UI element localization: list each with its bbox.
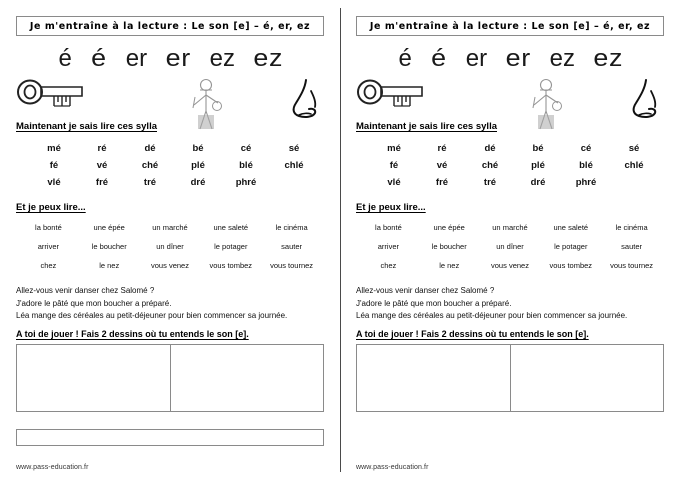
word-cell: vous tombez xyxy=(549,261,593,270)
sentences-block xyxy=(12,285,328,323)
syllable-cell: blé xyxy=(579,160,593,171)
word-cell: le cinéma xyxy=(275,223,308,232)
sound-letter: é xyxy=(58,45,72,72)
drawing-box[interactable] xyxy=(170,345,324,411)
sentence-line: Allez-vous venir danser chez Salomé ? xyxy=(356,286,495,295)
syllable-cell: dré xyxy=(190,177,206,188)
syllable-row xyxy=(370,157,658,174)
word-cell: vous venez xyxy=(491,261,529,270)
syllable-cell: tré xyxy=(143,177,157,188)
syllables-grid xyxy=(352,140,668,191)
syllable-cell: fré xyxy=(95,177,109,188)
syllable-cell: phré xyxy=(235,177,257,188)
word-cell: le cinéma xyxy=(615,223,648,232)
syllable-row xyxy=(30,140,318,157)
drawing-boxes xyxy=(16,344,324,412)
syllable-cell: blé xyxy=(239,160,253,171)
sound-letter: é xyxy=(90,45,107,72)
sentence-line: Allez-vous venir danser chez Salomé ? xyxy=(16,286,155,295)
syllable-row xyxy=(30,157,318,174)
title-banner xyxy=(16,16,324,36)
word-cell: vous tournez xyxy=(610,261,654,270)
syllable-cell: fré xyxy=(435,177,449,188)
footer-url: www.pass-education.fr xyxy=(356,464,429,471)
drawing-box[interactable] xyxy=(510,345,664,411)
word-cell: le boucher xyxy=(431,242,467,251)
drawing-box[interactable] xyxy=(17,345,170,411)
word-cell: le potager xyxy=(214,242,248,251)
word-cell: sauter xyxy=(281,242,303,251)
drawing-box[interactable] xyxy=(357,345,510,411)
word-cell: un dîner xyxy=(156,242,184,251)
sound-letters-row xyxy=(12,45,328,75)
word-row xyxy=(358,237,662,256)
word-cell: la bonté xyxy=(375,223,402,232)
sound-letter: er xyxy=(505,45,531,72)
worksheet-panel-right xyxy=(340,0,680,480)
sound-letter: ez xyxy=(253,45,284,72)
word-cell: la bonté xyxy=(35,223,62,232)
syllable-cell: bé xyxy=(192,143,204,154)
sound-letter: er xyxy=(125,45,148,72)
syllable-row xyxy=(30,174,318,191)
sound-letter: ez xyxy=(549,45,575,72)
syllable-cell: fé xyxy=(49,160,59,171)
sound-letter: é xyxy=(398,45,412,72)
syllable-cell: ché xyxy=(141,160,159,171)
syllable-cell: vé xyxy=(436,160,448,171)
word-row xyxy=(358,218,662,237)
word-cell: le nez xyxy=(99,261,120,270)
word-cell: vous tournez xyxy=(270,261,314,270)
task-heading: A toi de jouer ! Fais 2 dessins où tu entends le son [e]. xyxy=(16,328,249,339)
syllable-cell: fé xyxy=(389,160,399,171)
syllable-cell: ché xyxy=(481,160,499,171)
syllables-heading: Maintenant je sais lire ces sylla xyxy=(356,121,497,132)
syllable-cell: sé xyxy=(628,143,640,154)
sound-letter: ez xyxy=(593,45,624,72)
words-grid xyxy=(352,218,668,275)
sound-letters-row xyxy=(352,45,668,75)
word-cell: un dîner xyxy=(496,242,524,251)
task-heading: A toi de jouer ! Fais 2 dessins où tu entends le son [e]. xyxy=(356,328,589,339)
title-banner xyxy=(356,16,664,36)
key-icon xyxy=(356,79,430,118)
syllable-cell: vé xyxy=(96,160,108,171)
sound-letter: er xyxy=(465,45,488,72)
word-cell: sauter xyxy=(621,242,643,251)
word-cell: le nez xyxy=(439,261,460,270)
words-heading: Et je peux lire... xyxy=(16,202,86,213)
word-cell: une saleté xyxy=(213,223,249,232)
word-cell: vous tombez xyxy=(209,261,253,270)
syllable-cell: mé xyxy=(387,143,401,154)
syllable-cell: vlé xyxy=(387,177,401,188)
sentence-line: J'adore le pâté que mon boucher a préparé. xyxy=(16,298,172,308)
word-cell: un marché xyxy=(152,223,188,232)
word-cell: une épée xyxy=(93,223,125,232)
word-cell: le potager xyxy=(554,242,588,251)
syllable-cell: dé xyxy=(484,143,496,154)
word-cell: chez xyxy=(380,261,397,270)
answer-strip[interactable] xyxy=(16,429,324,446)
syllable-cell: dré xyxy=(530,177,546,188)
sound-letter: ez xyxy=(209,45,235,72)
syllable-cell: plé xyxy=(191,160,205,171)
word-cell: une saleté xyxy=(553,223,589,232)
word-cell: arriver xyxy=(377,242,400,251)
word-cell: un marché xyxy=(492,223,528,232)
drawing-boxes xyxy=(356,344,664,412)
sentence-line: J'adore le pâté que mon boucher a préparé. xyxy=(356,298,512,308)
sound-letter: é xyxy=(430,45,447,72)
syllable-row xyxy=(370,174,658,191)
word-cell: vous venez xyxy=(151,261,189,270)
syllables-heading: Maintenant je sais lire ces sylla xyxy=(16,121,157,132)
syllable-cell: ré xyxy=(97,143,107,154)
footer-url: www.pass-education.fr xyxy=(16,464,89,471)
syllable-cell: plé xyxy=(531,160,545,171)
syllable-cell: dé xyxy=(144,143,156,154)
word-cell: le boucher xyxy=(91,242,127,251)
word-row xyxy=(358,256,662,275)
syllable-cell: mé xyxy=(47,143,61,154)
words-heading: Et je peux lire... xyxy=(356,202,426,213)
sentence-line: Léa mange des céréales au petit-déjeuner pour bien commencer sa journée. xyxy=(356,311,628,320)
syllable-cell: bé xyxy=(532,143,544,154)
syllable-cell: vlé xyxy=(47,177,61,188)
syllables-grid xyxy=(12,140,328,191)
words-grid xyxy=(12,218,328,275)
word-cell: chez xyxy=(40,261,57,270)
syllable-cell: ré xyxy=(437,143,447,154)
word-cell: arriver xyxy=(37,242,60,251)
sound-letter: er xyxy=(165,45,191,72)
syllable-cell: tré xyxy=(483,177,497,188)
syllable-cell: chlé xyxy=(284,160,304,171)
word-cell: une épée xyxy=(433,223,465,232)
sentences-block xyxy=(352,285,668,323)
syllable-row xyxy=(370,140,658,157)
page-title: Je m'entraîne à la lecture : Le son [e] – é, er, ez xyxy=(29,20,311,32)
page-title: Je m'entraîne à la lecture : Le son [e] – é, er, ez xyxy=(369,20,651,32)
key-icon xyxy=(16,79,90,118)
syllable-cell: cé xyxy=(580,143,592,154)
word-row xyxy=(18,237,322,256)
sentence-line: Léa mange des céréales au petit-déjeuner pour bien commencer sa journée. xyxy=(16,311,288,320)
syllable-cell: sé xyxy=(288,143,300,154)
word-row xyxy=(18,256,322,275)
word-row xyxy=(18,218,322,237)
syllable-cell: phré xyxy=(575,177,597,188)
syllable-cell: cé xyxy=(240,143,252,154)
syllable-cell: chlé xyxy=(624,160,644,171)
